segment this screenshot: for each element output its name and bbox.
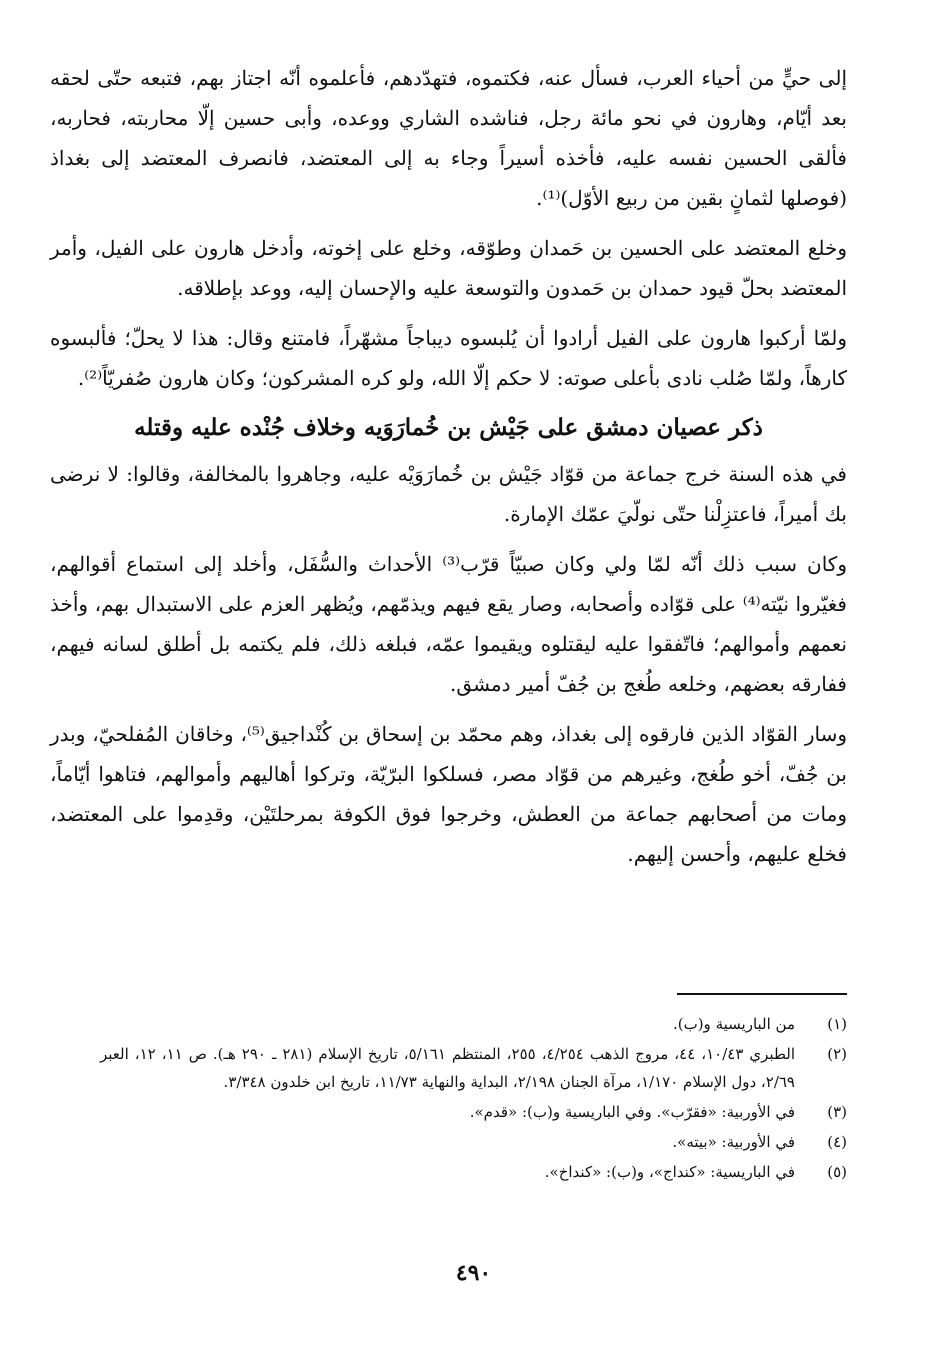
footnote-text: في الباريسية: «كنداج»، و(ب): «كنداخ».: [544, 1163, 795, 1181]
footnote-number: (٥): [827, 1163, 847, 1181]
footnote-5: [100, 1158, 847, 1186]
footnote-1: [100, 1010, 847, 1038]
footnote-4: [100, 1128, 847, 1156]
paragraph-6: وسار القوّاد الذين فارقوه إلى بغداذ، وهم محمّد بن إسحاق بن كُنْداجيق⁽⁵⁾، وخاقان المُفلحيّ، وبدر بن جُفّ، أخو طُغج، وغيرهم من قوّاد مصر، فسلكوا البرّيّة، وتركوا أهاليهم وأموالهم، فتاهوا أيّاماً، ومات من أصحابهم جماعة من العطش، وخرجوا فوق الكوفة بمرحلتَيْن، وقدِموا على المعتضد، فخلع عليهم، وأحسن إليهم.: [50, 722, 847, 866]
footnote-text: الطبري ١٠/٤٣، ٤٤، مروج الذهب ٤/٢٥٤، ٢٥٥، المنتظم ٥/١٦١، تاريخ الإسلام (٢٨١ ـ ٢٩٠ هـ). ص ١١، ١٢، العبر ٢/٦٩، دول الإسلام ١/١٧٠، مرآة الجنان ٢/١٩٨، البداية والنهاية ١١/٧٣، تاريخ ابن خلدون ٣/٣٤٨.: [100, 1045, 795, 1091]
paragraph-5: وكان سبب ذلك أنّه لمّا ولي وكان صبيّاً قرّب⁽³⁾ الأحداث والسُّفَل، وأخلد إلى استماع أقوالهم، فغيّروا نيّته⁽⁴⁾ على قوّاده وأصحابه، وصار يقع فيهم ويذمّهم، ويُظهر العزم على الاستبدال بهم، وأخذ نعمهم وأموالهم؛ فاتّفقوا عليه ليقتلوه ويقيموا عمّه، فبلغه ذلك، فلم يكتمه بل أطلق لسانه فيهم، ففارقه بعضهم، وخلعه طُغج بن جُفّ أمير دمشق.: [50, 552, 847, 696]
footnote-2: [100, 1040, 847, 1096]
section-heading: ذكر عصيان دمشق على جَيْش بن خُمارَوَيه وخلاف جُنْده عليه وقتله: [134, 414, 763, 441]
paragraph-2: وخلع المعتضد على الحسين بن حَمدان وطوّقه، وخلع على إخوته، وأدخل هارون على الفيل، وأمر المعتضد بحلّ قيود حمدان بن حَمدون والتوسعة عليه والإحسان إليه، ووعد بإطلاقه.: [50, 236, 847, 300]
footnote-number: (٤): [827, 1133, 847, 1151]
footnote-text: من الباريسية و(ب).: [672, 1015, 795, 1033]
footnote-3: [100, 1098, 847, 1126]
footnote-number: (١): [827, 1015, 847, 1033]
paragraph-3: ولمّا أركبوا هارون على الفيل أرادوا أن يُلبسوه ديباجاً مشهّراً، فامتنع وقال: هذا لا يحلّ؛ فألبسوه كارهاً، ولمّا صُلب نادى بأعلى صوته: لا حكم إلّا الله، ولو كره المشركون؛ وكان هارون صُفريّاً⁽²⁾.: [50, 326, 847, 390]
footnotes: [100, 1010, 847, 1188]
page-body: [50, 58, 847, 884]
footnote-text: في الأوربية: «فقرّب». وفي الباريسية و(ب): «قدم».: [469, 1103, 795, 1121]
footnote-number: (٢): [827, 1045, 847, 1063]
footnote-number: (٣): [827, 1103, 847, 1121]
paragraph-4: في هذه السنة خرج جماعة من قوّاد جَيْش بن خُمارَوَيْه عليه، وجاهروا بالمخالفة، وقالوا: لا نرضى بك أميراً، فاعتزِلْنا حتّى نولّيَ عمّك الإمارة.: [50, 462, 847, 526]
page-number: ٤٩٠: [455, 1260, 492, 1286]
paragraph-1: إلى حيٍّ من أحياء العرب، فسأل عنه، فكتموه، فتهدّدهم، فأعلموه أنّه اجتاز بهم، فتبعه حتّى لحقه بعد أيّام، وهارون في نحو مائة رجل، فناشده الشاري ووعده، وأبى حسين إلّا محاربته، فحاربه، فألقى الحسين نفسه عليه، فأخذه أسيراً وجاء به إلى المعتضد، فانصرف المعتضد إلى بغداذ (فوصلها لثمانٍ بقين من ربيع الأوّل)⁽¹⁾.: [50, 66, 847, 210]
footnote-divider: [677, 993, 847, 995]
footnote-text: في الأوربية: «بيته».: [672, 1133, 795, 1151]
